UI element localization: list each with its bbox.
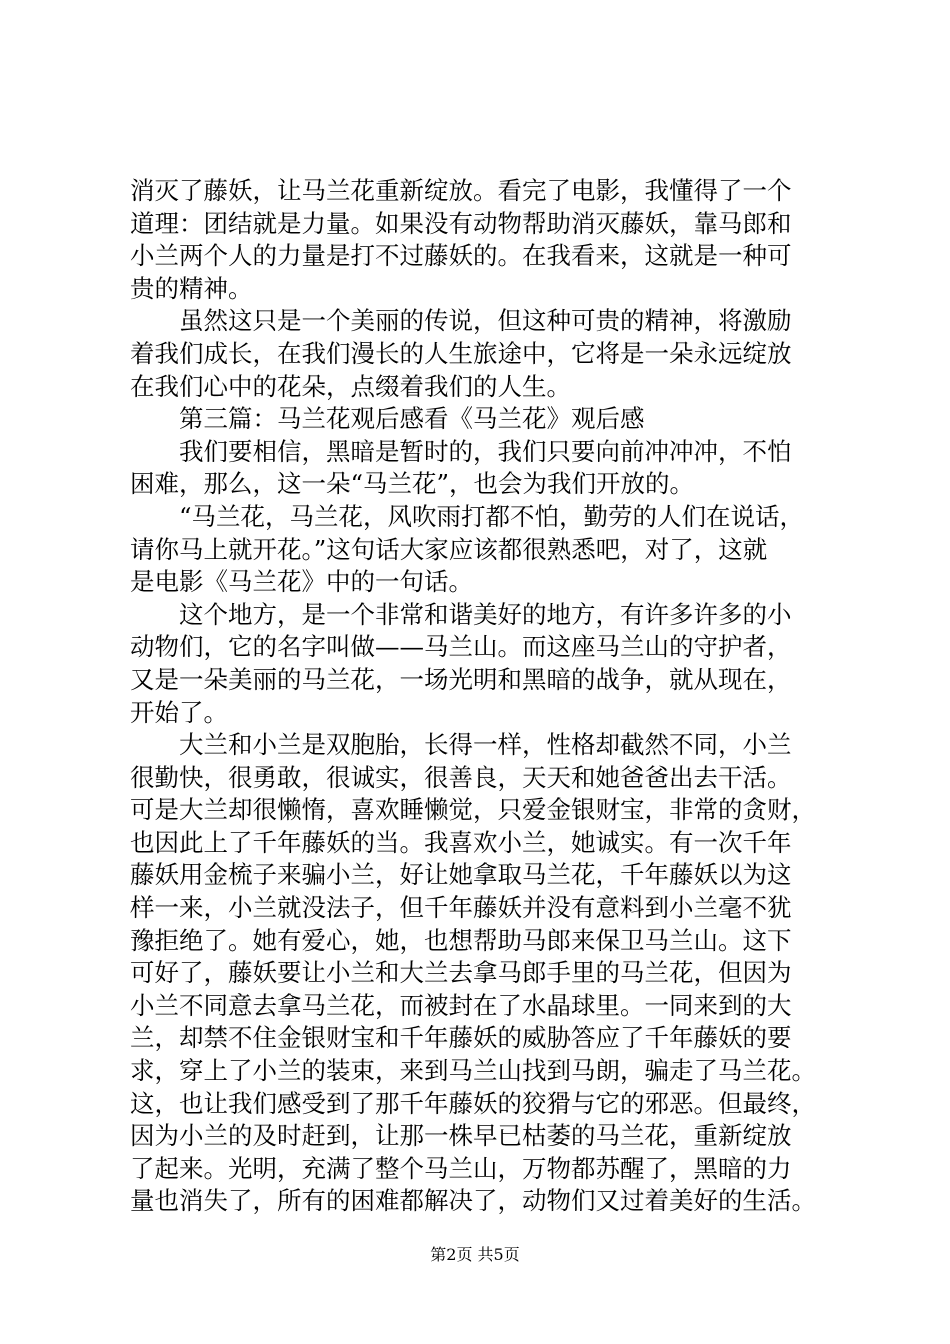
text-line: 这，也让我们感受到了那千年藤妖的狡猾与它的邪恶。但最终，: [130, 1088, 816, 1118]
paragraph-first-line: 我们要相信，黑暗是暂时的，我们只要向前冲冲冲，不怕: [179, 436, 792, 466]
text-line: 道理：团结就是力量。如果没有动物帮助消灭藤妖，靠马郎和: [130, 208, 792, 238]
document-body: [130, 175, 860, 1218]
page-number-footer: 第2页 共5页: [430, 1245, 520, 1264]
text-line: 兰，却禁不住金银财宝和千年藤妖的威胁答应了千年藤妖的要: [130, 1023, 792, 1053]
paragraph-first-line: 虽然这只是一个美丽的传说，但这种可贵的精神，将激励: [179, 306, 792, 336]
paragraph-first-line: 这个地方，是一个非常和谐美好的地方，有许多许多的小: [179, 599, 792, 629]
text-line: 开始了。: [130, 697, 228, 727]
paragraph-first-line: “马兰花，马兰花，风吹雨打都不怕，勤劳的人们在说话，: [179, 501, 805, 531]
text-line: 小兰两个人的力量是打不过藤妖的。在我看来，这就是一种可: [130, 241, 792, 271]
text-line: 在我们心中的花朵，点缀着我们的人生。: [130, 371, 571, 401]
text-line: 贵的精神。: [130, 273, 253, 303]
text-line: 求，穿上了小兰的装束，来到马兰山找到马朗，骗走了马兰花。: [130, 1056, 816, 1086]
text-line: 因为小兰的及时赶到，让那一株早已枯萎的马兰花，重新绽放: [130, 1121, 792, 1151]
text-line: 又是一朵美丽的马兰花，一场光明和黑暗的战争，就从现在，: [130, 664, 792, 694]
text-line: 豫拒绝了。她有爱心，她，也想帮助马郎来保卫马兰山。这下: [130, 925, 792, 955]
text-line: 很勤快，很勇敢，很诚实，很善良，天天和她爸爸出去干活。: [130, 762, 792, 792]
text-line: 也因此上了千年藤妖的当。我喜欢小兰，她诚实。有一次千年: [130, 827, 792, 857]
text-line: 可好了，藤妖要让小兰和大兰去拿马郎手里的马兰花，但因为: [130, 958, 792, 988]
paragraph-first-line: 大兰和小兰是双胞胎，长得一样，性格却截然不同，小兰: [179, 730, 792, 760]
text-line: 是电影《马兰花》中的一句话。: [130, 567, 473, 597]
text-line: 小兰不同意去拿马兰花，而被封在了水晶球里。一同来到的大: [130, 990, 792, 1020]
text-line: 消灭了藤妖，让马兰花重新绽放。看完了电影，我懂得了一个: [130, 176, 792, 205]
text-line: 藤妖用金梳子来骗小兰，好让她拿取马兰花，千年藤妖以为这: [130, 860, 792, 890]
section-heading: 第三篇：马兰花观后感看《马兰花》观后感: [179, 404, 645, 434]
text-line: 量也消失了，所有的困难都解决了，动物们又过着美好的生活。: [130, 1186, 816, 1216]
text-line: 了起来。光明，充满了整个马兰山，万物都苏醒了，黑暗的力: [130, 1153, 792, 1183]
text-line: 动物们，它的名字叫做——马兰山。而这座马兰山的守护者，: [130, 632, 792, 662]
text-line: 着我们成长，在我们漫长的人生旅途中，它将是一朵永远绽放: [130, 338, 792, 368]
text-line: 请你马上就开花。”这句话大家应该都很熟悉吧，对了，这就: [130, 534, 768, 564]
text-line: 可是大兰却很懒惰，喜欢睡懒觉，只爱金银财宝，非常的贪财，: [130, 795, 816, 825]
text-line: 样一来，小兰就没法子，但千年藤妖并没有意料到小兰毫不犹: [130, 893, 792, 923]
text-line: 困难，那么，这一朵“马兰花”，也会为我们开放的。: [130, 469, 695, 499]
